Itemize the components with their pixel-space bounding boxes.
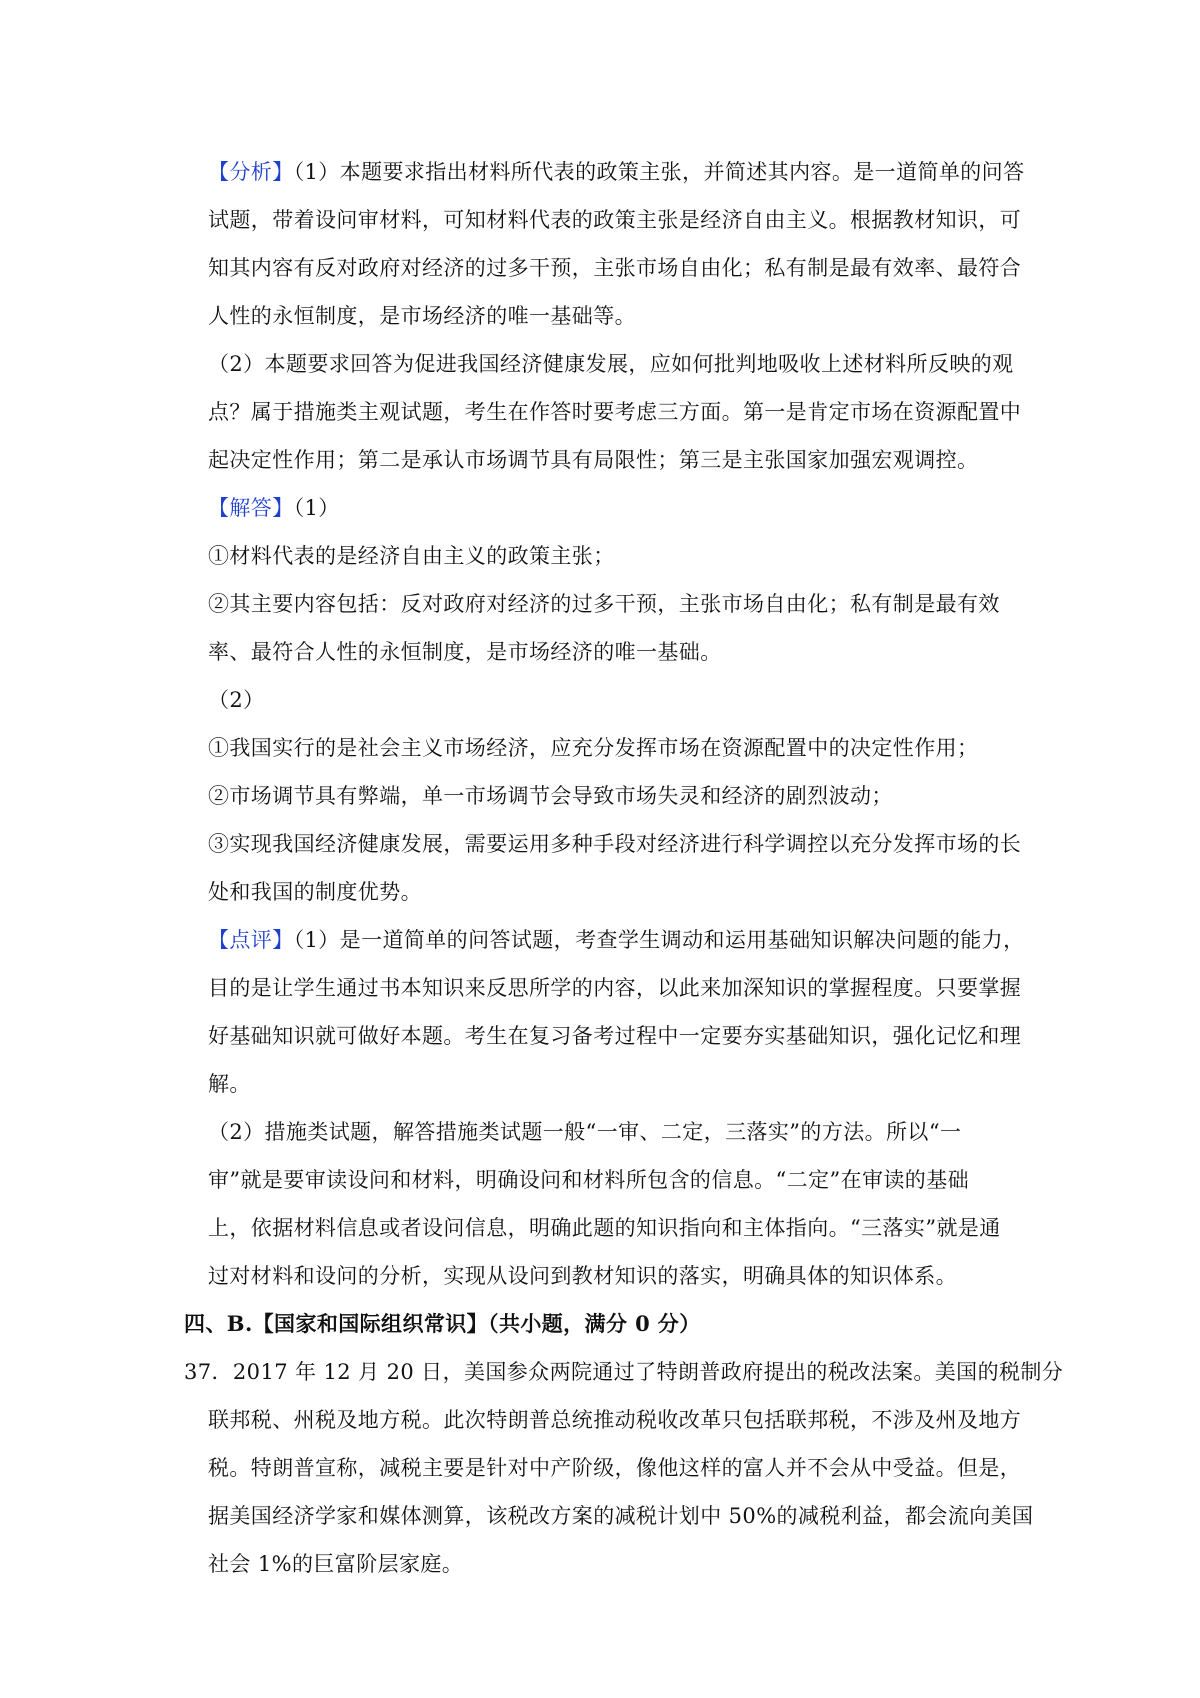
comment-line-2: 目的是让学生通过书本知识来反思所学的内容，以此来加深知识的掌握程度。只要掌握	[208, 976, 1022, 1000]
comment-line-7: 上，依据材料信息或者设问信息，明确此题的知识指向和主体指向。“三落实”就是通	[208, 1216, 1001, 1240]
analysis-line-4: 人性的永恒制度，是市场经济的唯一基础等。	[208, 304, 636, 328]
answer-line-5: （2）	[208, 688, 265, 712]
comment-line-5: （2）措施类试题，解答措施类试题一般“一审、二定，三落实”的方法。所以“一	[208, 1120, 962, 1144]
analysis-line-6: 点？属于措施类主观试题，考生在作答时要考虑三方面。第一是肯定市场在资源配置中	[208, 400, 1022, 424]
question-37-line-4: 据美国经济学家和媒体测算，该税改方案的减税计划中 50%的减税利益，都会流向美国	[208, 1504, 1034, 1528]
analysis-label: 【分析】	[208, 160, 294, 184]
answer-line-3: ②其主要内容包括：反对政府对经济的过多干预，主张市场自由化；私有制是最有效	[208, 592, 1000, 616]
comment-text: （1）是一道简单的问答试题，考查学生调动和运用基础知识解决问题的能力，	[293, 928, 1025, 952]
comment-label: 【点评】	[208, 928, 294, 952]
answer-line-9: 处和我国的制度优势。	[208, 880, 422, 904]
answer-label: 【解答】	[208, 496, 294, 520]
answer-line-7: ②市场调节具有弊端，单一市场调节会导致市场失灵和经济的剧烈波动；	[208, 784, 893, 808]
analysis-text: （1）本题要求指出材料所代表的政策主张，并简述其内容。是一道简单的问答	[293, 160, 1025, 184]
question-37-line-2: 联邦税、州税及地方税。此次特朗普总统推动税收改革只包括联邦税，不涉及州及地方	[208, 1408, 1022, 1432]
comment-line-1	[208, 916, 1028, 964]
analysis-line-1	[208, 148, 1028, 196]
analysis-line-2: 试题，带着设问审材料，可知材料代表的政策主张是经济自由主义。根据教材知识，可	[208, 208, 1022, 232]
section-heading: 四、B.【国家和国际组织常识】（共小题，满分 0 分）	[184, 1311, 701, 1336]
comment-line-6: 审”就是要审读设问和材料，明确设问和材料所包含的信息。“二定”在审读的基础	[208, 1168, 970, 1192]
analysis-line-3: 知其内容有反对政府对经济的过多干预，主张市场自由化；私有制是最有效率、最符合	[208, 256, 1022, 280]
analysis-line-5: （2）本题要求回答为促进我国经济健康发展，应如何批判地吸收上述材料所反映的观	[208, 352, 1014, 376]
comment-line-8: 过对材料和设问的分析，实现从设问到教材知识的落实，明确具体的知识体系。	[208, 1264, 957, 1288]
answer-line-1	[208, 484, 1028, 532]
answer-line-2: ①材料代表的是经济自由主义的政策主张；	[208, 544, 615, 568]
comment-line-4: 解。	[208, 1072, 251, 1096]
question-37-line-5: 社会 1%的巨富阶层家庭。	[208, 1552, 464, 1576]
answer-line-4: 率、最符合人性的永恒制度，是市场经济的唯一基础。	[208, 640, 722, 664]
question-37-line-3: 税。特朗普宣称，减税主要是针对中产阶级，像他这样的富人并不会从中受益。但是，	[208, 1456, 1022, 1480]
answer-line-8: ③实现我国经济健康发展，需要运用多种手段对经济进行科学调控以充分发挥市场的长	[208, 832, 1022, 856]
analysis-line-7: 起决定性作用；第二是承认市场调节具有局限性；第三是主张国家加强宏观调控。	[208, 448, 979, 472]
page-content	[184, 148, 1064, 1588]
comment-line-3: 好基础知识就可做好本题。考生在复习备考过程中一定要夯实基础知识，强化记忆和理	[208, 1024, 1022, 1048]
answer-text: （1）	[293, 496, 340, 520]
question-37-line-1: 37．2017 年 12 月 20 日，美国参众两院通过了特朗普政府提出的税改法案。美国的税制分	[184, 1360, 1064, 1384]
answer-line-6: ①我国实行的是社会主义市场经济，应充分发挥市场在资源配置中的决定性作用；	[208, 736, 979, 760]
